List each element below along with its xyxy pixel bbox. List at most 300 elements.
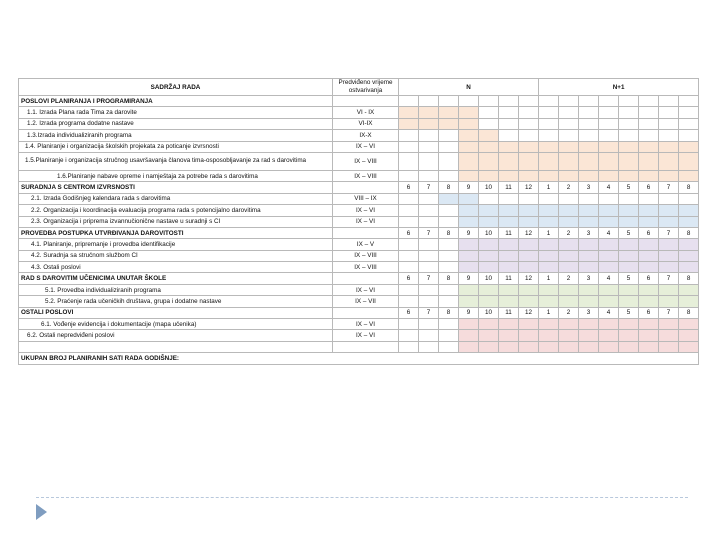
activity-timeframe [333, 341, 399, 352]
activity-text: 1.2. Izrada programa dodatne nastave [19, 118, 333, 129]
schedule-cell [399, 341, 419, 352]
schedule-cell [419, 296, 439, 307]
schedule-cell [539, 341, 559, 352]
schedule-cell [499, 216, 519, 227]
schedule-cell [639, 284, 659, 295]
month-label: 10 [479, 182, 499, 193]
section-title: POSLOVI PLANIRANJA I PROGRAMIRANJA [19, 96, 333, 107]
schedule-cell [459, 205, 479, 216]
schedule-cell [639, 216, 659, 227]
schedule-cell [459, 141, 479, 152]
activity-text [19, 341, 333, 352]
schedule-cell [539, 118, 559, 129]
activity-row [19, 284, 699, 295]
schedule-cell [539, 205, 559, 216]
schedule-cell [579, 296, 599, 307]
schedule-cell [659, 250, 679, 261]
month-label: 6 [639, 182, 659, 193]
schedule-cell [399, 330, 419, 341]
month-label: 1 [539, 307, 559, 318]
activity-text: 1.1. Izrada Plana rada Tima za darovite [19, 107, 333, 118]
schedule-cell [679, 107, 699, 118]
month-label: 12 [519, 307, 539, 318]
section-title: RAD S DAROVITIM UČENICIMA UNUTAR ŠKOLE [19, 273, 333, 284]
schedule-cell [519, 250, 539, 261]
activity-row [19, 319, 699, 330]
schedule-cell [479, 107, 499, 118]
schedule-cell [659, 152, 679, 170]
schedule-cell [579, 319, 599, 330]
schedule-cell [459, 152, 479, 170]
schedule-cell [639, 141, 659, 152]
schedule-cell [439, 118, 459, 129]
month-label: 12 [519, 182, 539, 193]
month-label [419, 96, 439, 107]
month-label: 12 [519, 227, 539, 238]
schedule-cell [459, 170, 479, 181]
schedule-cell [539, 130, 559, 141]
schedule-cell [559, 284, 579, 295]
schedule-cell [539, 262, 559, 273]
year-n1-header: N+1 [539, 79, 699, 96]
schedule-cell [559, 170, 579, 181]
schedule-cell [459, 130, 479, 141]
schedule-cell [619, 216, 639, 227]
schedule-cell [619, 319, 639, 330]
schedule-cell [459, 330, 479, 341]
month-label: 1 [539, 227, 559, 238]
schedule-cell [659, 170, 679, 181]
schedule-cell [639, 107, 659, 118]
year-n-header: N [399, 79, 539, 96]
schedule-cell [459, 193, 479, 204]
schedule-cell [679, 341, 699, 352]
schedule-cell [419, 330, 439, 341]
activity-timeframe: IX – VIII [333, 170, 399, 181]
schedule-cell [439, 239, 459, 250]
schedule-cell [679, 319, 699, 330]
month-label [679, 96, 699, 107]
schedule-cell [679, 141, 699, 152]
activity-text: 2.3. Organizacija i priprema izvannučionične nastave u suradnji s CI [19, 216, 333, 227]
schedule-cell [519, 130, 539, 141]
month-label [539, 96, 559, 107]
schedule-cell [679, 130, 699, 141]
schedule-cell [559, 319, 579, 330]
schedule-cell [579, 107, 599, 118]
month-label: 10 [479, 273, 499, 284]
schedule-cell [579, 193, 599, 204]
month-label [599, 96, 619, 107]
schedule-cell [479, 216, 499, 227]
schedule-cell [399, 130, 419, 141]
schedule-cell [439, 296, 459, 307]
schedule-cell [519, 118, 539, 129]
schedule-cell [439, 170, 459, 181]
schedule-cell [539, 170, 559, 181]
activity-row [19, 130, 699, 141]
month-label: 1 [539, 273, 559, 284]
month-label [499, 96, 519, 107]
schedule-cell [479, 319, 499, 330]
month-label: 8 [679, 307, 699, 318]
schedule-cell [479, 239, 499, 250]
schedule-cell [599, 193, 619, 204]
total-hours-label: UKUPAN BROJ PLANIRANIH SATI RADA GODIŠNJE: [19, 353, 699, 364]
schedule-cell [479, 118, 499, 129]
schedule-cell [619, 205, 639, 216]
month-label: 2 [559, 227, 579, 238]
schedule-cell [619, 152, 639, 170]
schedule-cell [599, 130, 619, 141]
table-header-row [19, 79, 699, 96]
month-label: 7 [419, 273, 439, 284]
month-label: 9 [459, 182, 479, 193]
slide-divider [36, 497, 688, 498]
month-label [619, 96, 639, 107]
activity-row [19, 141, 699, 152]
next-slide-arrow-icon[interactable] [36, 504, 47, 520]
schedule-cell [499, 152, 519, 170]
schedule-cell [559, 341, 579, 352]
month-label: 6 [399, 307, 419, 318]
schedule-cell [479, 205, 499, 216]
schedule-cell [519, 107, 539, 118]
schedule-cell [579, 341, 599, 352]
schedule-cell [599, 262, 619, 273]
schedule-cell [539, 193, 559, 204]
schedule-cell [659, 341, 679, 352]
schedule-cell [419, 118, 439, 129]
activity-text: 4.2. Suradnja sa stručnom službom CI [19, 250, 333, 261]
schedule-cell [599, 284, 619, 295]
schedule-cell [499, 319, 519, 330]
month-label: 8 [439, 227, 459, 238]
schedule-cell [519, 205, 539, 216]
section-title: SURADNJA S CENTROM IZVRSNOSTI [19, 182, 333, 193]
month-label: 9 [459, 227, 479, 238]
schedule-cell [499, 170, 519, 181]
schedule-cell [659, 193, 679, 204]
schedule-cell [479, 330, 499, 341]
schedule-cell [479, 341, 499, 352]
month-label: 4 [599, 182, 619, 193]
schedule-cell [679, 284, 699, 295]
schedule-cell [579, 141, 599, 152]
month-label: 7 [419, 307, 439, 318]
schedule-cell [439, 330, 459, 341]
schedule-cell [599, 170, 619, 181]
schedule-cell [539, 296, 559, 307]
schedule-cell [679, 152, 699, 170]
activity-timeframe: IX – VI [333, 141, 399, 152]
month-label: 10 [479, 227, 499, 238]
schedule-cell [499, 205, 519, 216]
schedule-cell [399, 107, 419, 118]
schedule-cell [439, 319, 459, 330]
schedule-cell [519, 296, 539, 307]
work-plan-table [18, 78, 699, 365]
schedule-cell [439, 193, 459, 204]
schedule-cell [619, 330, 639, 341]
schedule-cell [459, 250, 479, 261]
schedule-cell [399, 170, 419, 181]
timeframe-header: Predviđeno vrijeme ostvarivanja [333, 79, 399, 96]
month-label: 4 [599, 273, 619, 284]
activity-timeframe: IX – VI [333, 216, 399, 227]
schedule-cell [619, 193, 639, 204]
schedule-cell [399, 193, 419, 204]
month-label: 7 [659, 182, 679, 193]
activity-row [19, 341, 699, 352]
activity-row [19, 107, 699, 118]
schedule-cell [399, 141, 419, 152]
section-header-row [19, 96, 699, 107]
month-label: 8 [679, 182, 699, 193]
schedule-cell [559, 152, 579, 170]
schedule-cell [559, 130, 579, 141]
schedule-cell [539, 107, 559, 118]
schedule-cell [399, 216, 419, 227]
month-label: 9 [459, 273, 479, 284]
activity-row [19, 216, 699, 227]
schedule-cell [579, 239, 599, 250]
schedule-cell [639, 193, 659, 204]
section-title: PROVEDBA POSTUPKA UTVRĐIVANJA DAROVITOSTI [19, 227, 333, 238]
month-label: 12 [519, 273, 539, 284]
schedule-cell [499, 107, 519, 118]
schedule-cell [419, 205, 439, 216]
month-label: 6 [639, 307, 659, 318]
schedule-cell [559, 107, 579, 118]
schedule-cell [659, 130, 679, 141]
section-header-row [19, 182, 699, 193]
month-label [459, 96, 479, 107]
schedule-cell [519, 170, 539, 181]
schedule-cell [599, 296, 619, 307]
activity-timeframe: IX – V [333, 239, 399, 250]
schedule-cell [559, 296, 579, 307]
activity-timeframe: IX – VI [333, 319, 399, 330]
schedule-cell [399, 296, 419, 307]
schedule-cell [639, 205, 659, 216]
content-header: SADRŽAJ RADA [19, 79, 333, 96]
schedule-cell [479, 141, 499, 152]
month-label: 7 [659, 273, 679, 284]
schedule-cell [479, 130, 499, 141]
month-label [439, 96, 459, 107]
month-label: 11 [499, 307, 519, 318]
activity-timeframe: IX – VIII [333, 250, 399, 261]
schedule-cell [419, 341, 439, 352]
schedule-cell [499, 262, 519, 273]
schedule-cell [419, 250, 439, 261]
schedule-cell [559, 239, 579, 250]
schedule-cell [519, 330, 539, 341]
schedule-cell [539, 250, 559, 261]
activity-timeframe: IX – VIII [333, 152, 399, 170]
month-label: 8 [679, 273, 699, 284]
activity-text: 2.2. Organizacija i koordinacija evaluacija programa rada s potencijalno darovitima [19, 205, 333, 216]
schedule-cell [559, 118, 579, 129]
schedule-cell [539, 330, 559, 341]
schedule-cell [619, 284, 639, 295]
month-label [399, 96, 419, 107]
month-label: 5 [619, 182, 639, 193]
month-label: 11 [499, 182, 519, 193]
month-label: 2 [559, 182, 579, 193]
schedule-cell [679, 170, 699, 181]
schedule-cell [399, 262, 419, 273]
schedule-cell [479, 170, 499, 181]
schedule-cell [559, 250, 579, 261]
schedule-cell [479, 284, 499, 295]
schedule-cell [539, 284, 559, 295]
schedule-cell [479, 296, 499, 307]
month-label: 7 [419, 227, 439, 238]
activity-text: 1.3.Izrada individualiziranih programa [19, 130, 333, 141]
schedule-cell [659, 239, 679, 250]
schedule-cell [459, 284, 479, 295]
schedule-cell [559, 262, 579, 273]
month-label [639, 96, 659, 107]
section-timeframe [333, 96, 399, 107]
schedule-cell [599, 141, 619, 152]
month-label [519, 96, 539, 107]
schedule-cell [679, 330, 699, 341]
schedule-cell [399, 319, 419, 330]
schedule-cell [639, 341, 659, 352]
schedule-cell [439, 205, 459, 216]
schedule-cell [399, 205, 419, 216]
schedule-cell [479, 250, 499, 261]
schedule-cell [659, 205, 679, 216]
schedule-cell [439, 216, 459, 227]
schedule-cell [519, 262, 539, 273]
activity-row [19, 330, 699, 341]
activity-row [19, 250, 699, 261]
schedule-cell [399, 250, 419, 261]
schedule-cell [619, 296, 639, 307]
activity-timeframe: VIII – IX [333, 193, 399, 204]
month-label: 6 [639, 273, 659, 284]
schedule-cell [499, 341, 519, 352]
schedule-cell [579, 118, 599, 129]
section-timeframe [333, 273, 399, 284]
activity-timeframe: IX-X [333, 130, 399, 141]
activity-timeframe: IX – VI [333, 284, 399, 295]
schedule-cell [579, 284, 599, 295]
schedule-cell [439, 341, 459, 352]
schedule-cell [519, 239, 539, 250]
month-label [559, 96, 579, 107]
activity-text: 6.2. Ostali nepredviđeni poslovi [19, 330, 333, 341]
month-label: 6 [399, 227, 419, 238]
schedule-cell [559, 141, 579, 152]
schedule-cell [679, 205, 699, 216]
schedule-cell [539, 141, 559, 152]
schedule-cell [679, 250, 699, 261]
schedule-cell [579, 205, 599, 216]
schedule-cell [439, 141, 459, 152]
month-label: 7 [659, 227, 679, 238]
schedule-cell [419, 193, 439, 204]
section-title: OSTALI POSLOVI [19, 307, 333, 318]
section-header-row [19, 307, 699, 318]
month-label: 2 [559, 273, 579, 284]
activity-row [19, 205, 699, 216]
month-label: 5 [619, 307, 639, 318]
month-label: 10 [479, 307, 499, 318]
schedule-cell [459, 118, 479, 129]
schedule-cell [519, 152, 539, 170]
activity-text: 6.1. Vođenje evidencija i dokumentacije (mapa učenika) [19, 319, 333, 330]
schedule-cell [579, 152, 599, 170]
schedule-cell [399, 284, 419, 295]
schedule-cell [639, 319, 659, 330]
schedule-cell [679, 296, 699, 307]
schedule-cell [499, 296, 519, 307]
schedule-cell [599, 319, 619, 330]
schedule-cell [659, 141, 679, 152]
activity-text: 4.3. Ostali poslovi [19, 262, 333, 273]
schedule-cell [579, 330, 599, 341]
schedule-cell [639, 296, 659, 307]
schedule-cell [659, 262, 679, 273]
schedule-cell [439, 107, 459, 118]
month-label: 11 [499, 227, 519, 238]
schedule-cell [619, 130, 639, 141]
month-label: 3 [579, 273, 599, 284]
schedule-cell [559, 193, 579, 204]
activity-text: 5.2. Praćenje rada učeničkih društava, grupa i dodatne nastave [19, 296, 333, 307]
month-label: 5 [619, 273, 639, 284]
month-label [579, 96, 599, 107]
month-label: 7 [419, 182, 439, 193]
schedule-cell [439, 152, 459, 170]
month-label: 6 [639, 227, 659, 238]
schedule-cell [439, 250, 459, 261]
schedule-cell [419, 152, 439, 170]
month-label: 3 [579, 182, 599, 193]
schedule-cell [619, 341, 639, 352]
schedule-cell [639, 330, 659, 341]
schedule-cell [599, 107, 619, 118]
schedule-cell [459, 107, 479, 118]
activity-timeframe: IX – VI [333, 205, 399, 216]
schedule-cell [679, 118, 699, 129]
schedule-cell [619, 262, 639, 273]
activity-text: 1.6.Planiranje nabave opreme i namještaja za potrebe rada s darovitima [19, 170, 333, 181]
schedule-cell [599, 205, 619, 216]
schedule-cell [599, 152, 619, 170]
schedule-cell [499, 118, 519, 129]
schedule-cell [599, 239, 619, 250]
schedule-cell [519, 319, 539, 330]
schedule-cell [459, 296, 479, 307]
activity-row [19, 118, 699, 129]
schedule-cell [619, 107, 639, 118]
schedule-cell [399, 152, 419, 170]
schedule-cell [459, 319, 479, 330]
schedule-cell [539, 216, 559, 227]
schedule-cell [659, 284, 679, 295]
month-label: 1 [539, 182, 559, 193]
activity-row [19, 170, 699, 181]
schedule-cell [519, 341, 539, 352]
schedule-cell [659, 118, 679, 129]
schedule-cell [659, 216, 679, 227]
